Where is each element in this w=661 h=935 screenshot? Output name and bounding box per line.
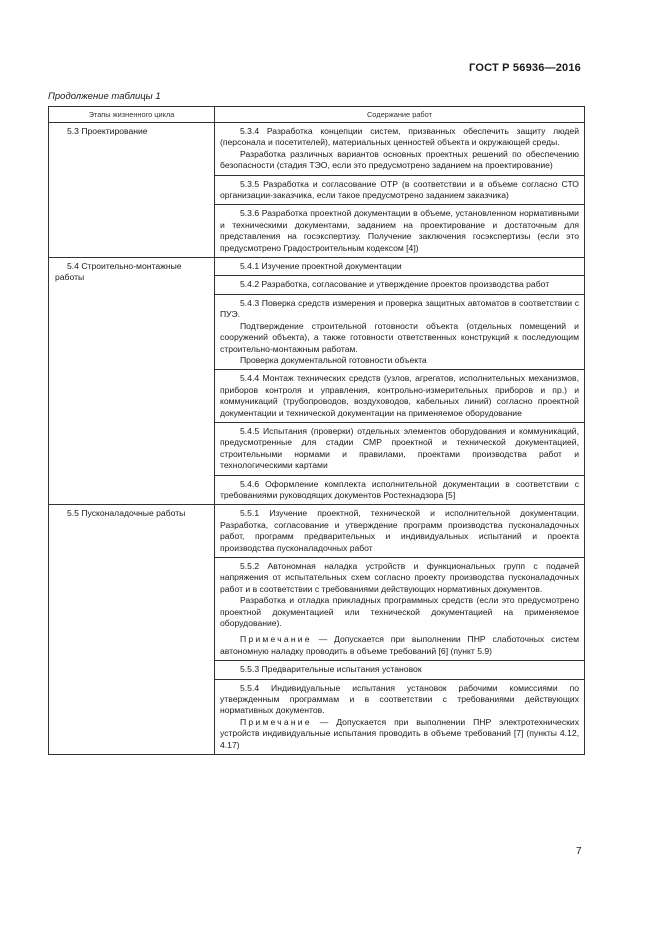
work-item xyxy=(215,204,584,257)
work-item xyxy=(215,679,584,754)
work-item xyxy=(215,660,584,678)
work-item xyxy=(215,475,584,505)
stage-number: 5.5 xyxy=(67,508,79,519)
work-item xyxy=(215,557,584,660)
stage-cell xyxy=(49,123,215,258)
table-row xyxy=(49,258,585,505)
stage-title: Проектирование xyxy=(81,126,148,136)
work-content-cell xyxy=(215,258,585,505)
work-paragraph: 5.4.2 Разработка, согласование и утверждение проектов производства работ xyxy=(240,279,550,290)
stage-cell xyxy=(49,258,215,505)
work-paragraph: 5.4.4 Монтаж технических средств (узлов, агрегатов, исполнительных механизмов, приборов контроля и управления, контрольно-измерительных приборов и пр.) и коммуникаций (трубопроводов, воздуховодов, кабельных линий) согласно проектной документации и технической документации на применяемое оборудование xyxy=(220,373,579,418)
work-paragraph: 5.3.6 Разработка проектной документации в объеме, установленном нормативными и техническими документами, заданием на проектирование и достаточным для представления на госэкспертизу. Получение заключения госэкспертизы (если это предусмотрено Градостроительным кодексом [4]) xyxy=(220,208,579,253)
stage-title: Строительно-монтажные работы xyxy=(55,261,182,283)
work-content-cell xyxy=(215,123,585,258)
table-caption: Продолжение таблицы 1 xyxy=(48,91,161,102)
work-paragraph: Разработка и отладка прикладных программных средств (если это предусмотрено проектной документацией или технической документацией на применяемое оборудование). xyxy=(220,595,579,629)
work-item xyxy=(215,422,584,475)
note-label: Примечание xyxy=(240,634,312,645)
work-paragraph: 5.5.1 Изучение проектной, технической и исполнительной документации. Разработка, согласование и утверждение программ производства пусконаладочных работ, программ предварительных и индивидуальных испытаний и проекта производства пусконаладочных работ xyxy=(220,508,579,553)
work-paragraph: 5.4.6 Оформление комплекта исполнительной документации в соответствии с требованиями руководящих документов Ростехнадзора [5] xyxy=(220,478,579,500)
work-item xyxy=(215,275,584,293)
stage-title: Пусконаладочные работы xyxy=(81,508,186,519)
work-item xyxy=(215,123,584,175)
stage-name xyxy=(49,123,214,137)
table-body xyxy=(49,123,585,755)
note-text: — Допускается при выполнении ПНР электротехнических устройств индивидуальные испытания проводить в объеме требований [7] (пункты 4.12, 4.17) xyxy=(220,716,579,750)
table-header-row xyxy=(49,107,585,123)
work-note xyxy=(220,717,579,751)
work-paragraph: 5.3.4 Разработка концепции систем, призванных обеспечить защиту людей (персонала и посетителей), материальных ценностей объекта и окружающей среды. xyxy=(220,126,579,148)
work-paragraph: 5.4.3 Поверка средств измерения и проверка защитных автоматов в соответствии с ПУЭ. xyxy=(220,297,579,320)
work-paragraph: Разработка различных вариантов основных проектных решений по обеспечению безопасности (стадия ТЭО, если это предусмотрено заданием на проектирование) xyxy=(220,148,579,171)
column-header-content: Содержание работ xyxy=(215,107,585,123)
work-paragraph: 5.5.4 Индивидуальные испытания установок рабочими комиссиями по утвержденным программам и в соответствии с требованиями действующих нормативных документов. xyxy=(220,682,579,716)
work-item xyxy=(215,175,584,205)
table-row xyxy=(49,505,585,755)
work-note xyxy=(220,634,579,657)
stage-cell xyxy=(49,505,215,755)
work-paragraph: 5.4.1 Изучение проектной документации xyxy=(240,261,402,272)
note-text: — Допускается при выполнении ПНР слаботочных систем автономную наладку проводить в объеме требований [6] (пункт 5.9) xyxy=(220,634,579,656)
work-paragraph: 5.5.2 Автономная наладка устройств и функциональных групп с подачей напряжения от испытательных схем согласно проекту производства пусконаладочных работ и в соответствии с требованиями действующих нормативных документов. xyxy=(220,561,579,594)
work-paragraph: Подтверждение строительной готовности объекта (отдельных помещений и сооружений объекта), а также готовности ответственных конструкций к последующим строительно-монтажным работам. xyxy=(220,320,579,354)
stage-number: 5.3 xyxy=(67,126,79,136)
page-number: 7 xyxy=(576,846,582,857)
work-item xyxy=(215,369,584,422)
work-item xyxy=(215,258,584,275)
table-row xyxy=(49,123,585,258)
work-item xyxy=(215,294,584,369)
work-paragraph: Проверка документальной готовности объекта xyxy=(240,354,427,365)
document-standard-header: ГОСТ Р 56936—2016 xyxy=(469,62,581,74)
work-content-cell xyxy=(215,505,585,755)
stage-name xyxy=(49,505,214,519)
stage-name xyxy=(49,258,214,284)
work-item xyxy=(215,505,584,557)
work-paragraph: 5.3.5 Разработка и согласование ОТР (в соответствии и в объеме согласно СТО организации-заказчика, если такое предусмотрено заданием заказчика) xyxy=(220,178,579,201)
stage-number: 5.4 xyxy=(67,261,79,272)
work-paragraph: 5.5.3 Предварительные испытания установок xyxy=(240,664,422,675)
column-header-stages: Этапы жизненного цикла xyxy=(49,107,215,123)
work-paragraph: 5.4.5 Испытания (проверки) отдельных элементов оборудования и коммуникаций, предусмотренные для стадии СМР проектной и технической документацией, строительными нормами и правилами, проектами производства работ и технологическими картами xyxy=(220,425,579,471)
note-label: Примечание xyxy=(240,716,312,727)
life-cycle-table xyxy=(48,106,585,755)
